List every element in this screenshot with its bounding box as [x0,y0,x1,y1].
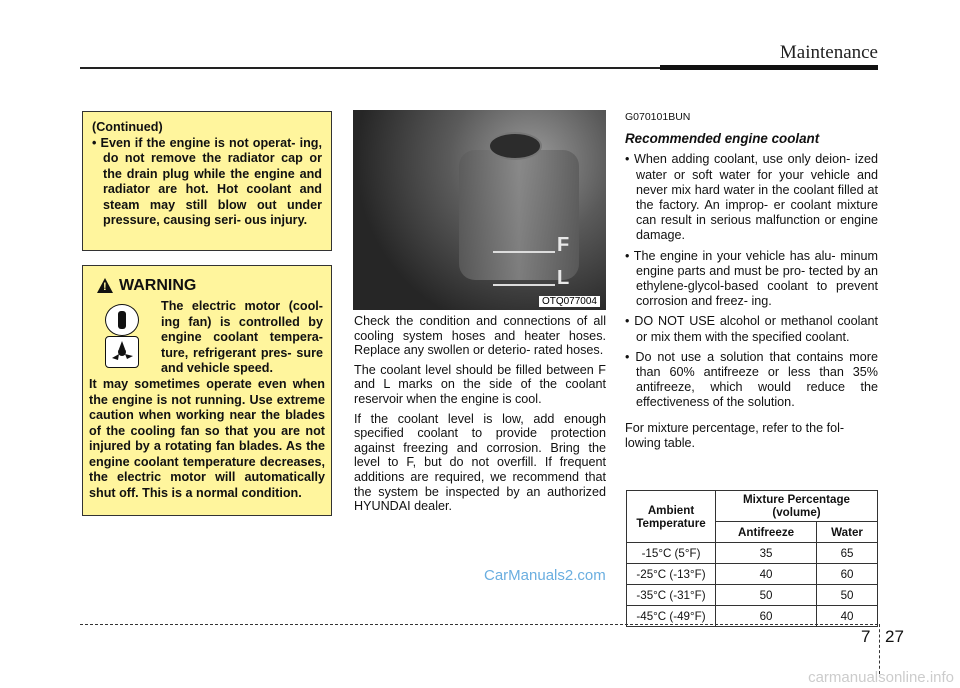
coolant-check-text [354,314,606,519]
cell-temp: -45°C (-49°F) [627,606,716,627]
warning-title-text: WARNING [119,277,197,294]
page-number: 27 [885,627,904,646]
hand-caution-icon [105,304,139,336]
table-row [627,585,878,606]
section-subheading: Recommended engine coolant [625,131,820,147]
coolant-reservoir-photo [353,110,606,310]
reservoir-cap [488,132,542,160]
cell-water: 65 [817,543,878,564]
bullet-deionized-water: • When adding coolant, use only deion- ized water or soft water for your vehicle and never mix hard water in the coolant filled at the factory. An improp- er coolant mixture can result in serious malfunction or engine damage. [625,152,878,243]
cell-temp: -25°C (-13°F) [627,564,716,585]
l-mark-label: L [557,267,570,289]
header-bar [660,65,878,70]
footer-url[interactable]: carmanualsonline.info [808,669,954,686]
footer-rule [80,624,878,625]
cell-water: 50 [817,585,878,606]
page-header-title: Maintenance [779,42,878,63]
bullet-aluminum-parts: • The engine in your vehicle has alu- minum engine parts and must be pro- tected by an ethylene-glycol-based coolant to prevent corrosion and freez- ing. [625,248,878,309]
header-water: Water [817,522,878,543]
f-level-line [493,251,555,253]
l-level-line [493,284,555,286]
paragraph-hoses: Check the condition and connections of all cooling system hoses and heater hoses. Replace any swollen or deterio- rated hoses. [354,314,606,358]
cell-antifreeze: 60 [716,606,817,627]
warning-body-text: It may sometimes operate even when the engine is not running. Use extreme caution when working near the blades of the cooling fan so that you are not injured by a rotating fan blades. As the engine coolant temperature decreases, the electric motor will automatically shut off. This is a normal condition. [89,377,325,500]
watermark-link[interactable]: CarManuals2.com [484,567,606,584]
recommended-coolant-section [625,110,878,451]
header-mixture: Mixture Percentage (volume) [716,491,878,522]
mixture-table [626,490,878,627]
fan-blade-icon [105,336,139,368]
section-code: G070101BUN [625,111,691,123]
photo-code: OTQ077004 [539,296,600,307]
cell-water: 40 [817,606,878,627]
continued-caution-box [82,111,332,251]
cell-antifreeze: 35 [716,543,817,564]
cell-antifreeze: 50 [716,585,817,606]
header-ambient: Ambient Temperature [627,491,716,543]
cell-temp: -15°C (5°F) [627,543,716,564]
table-row [627,564,878,585]
page-number-separator [879,624,880,674]
continued-heading: (Continued) [92,120,163,134]
section-number: 7 [861,627,871,646]
mixture-paragraph: For mixture percentage, refer to the fol- lowing table. [625,420,845,450]
bullet-antifreeze-range: • Do not use a solution that contains more than 60% antifreeze or less than 35% antifreeze, which would reduce the effectiveness of the solution. [625,349,878,410]
reservoir-shape [459,150,579,280]
continued-bullet: • Even if the engine is not operat- ing, do not remove the radiator cap or the drain plug while the engine and radiator are hot. Hot coolant and steam may still blow out under pressure, causing seri- ous injury. [92,135,322,227]
bullet-no-alcohol: • DO NOT USE alcohol or methanol coolant or mix them with the specified coolant. [625,314,878,344]
cell-antifreeze: 40 [716,564,817,585]
warning-triangle-icon [97,278,113,293]
cell-temp: -35°C (-31°F) [627,585,716,606]
paragraph-low-level: If the coolant level is low, add enough specified coolant to provide protection against freezing and corrosion. Bring the level to F, but do not overfill. If frequent additions are required, we recommend that the system be inspected by an authorized HYUNDAI dealer. [354,411,606,514]
warning-top-text: The electric motor (cool- ing fan) is controlled by engine coolant tempera- ture, refrigerant pres- sure and vehicle speed. [161,299,323,375]
cell-water: 60 [817,564,878,585]
header-antifreeze: Antifreeze [716,522,817,543]
warning-icons [93,304,149,364]
warning-title [97,278,196,294]
table-row [627,543,878,564]
f-mark-label: F [557,234,570,256]
warning-box [82,265,332,516]
paragraph-level: The coolant level should be filled between F and L marks on the side of the coolant reservoir when the engine is cool. [354,362,606,406]
